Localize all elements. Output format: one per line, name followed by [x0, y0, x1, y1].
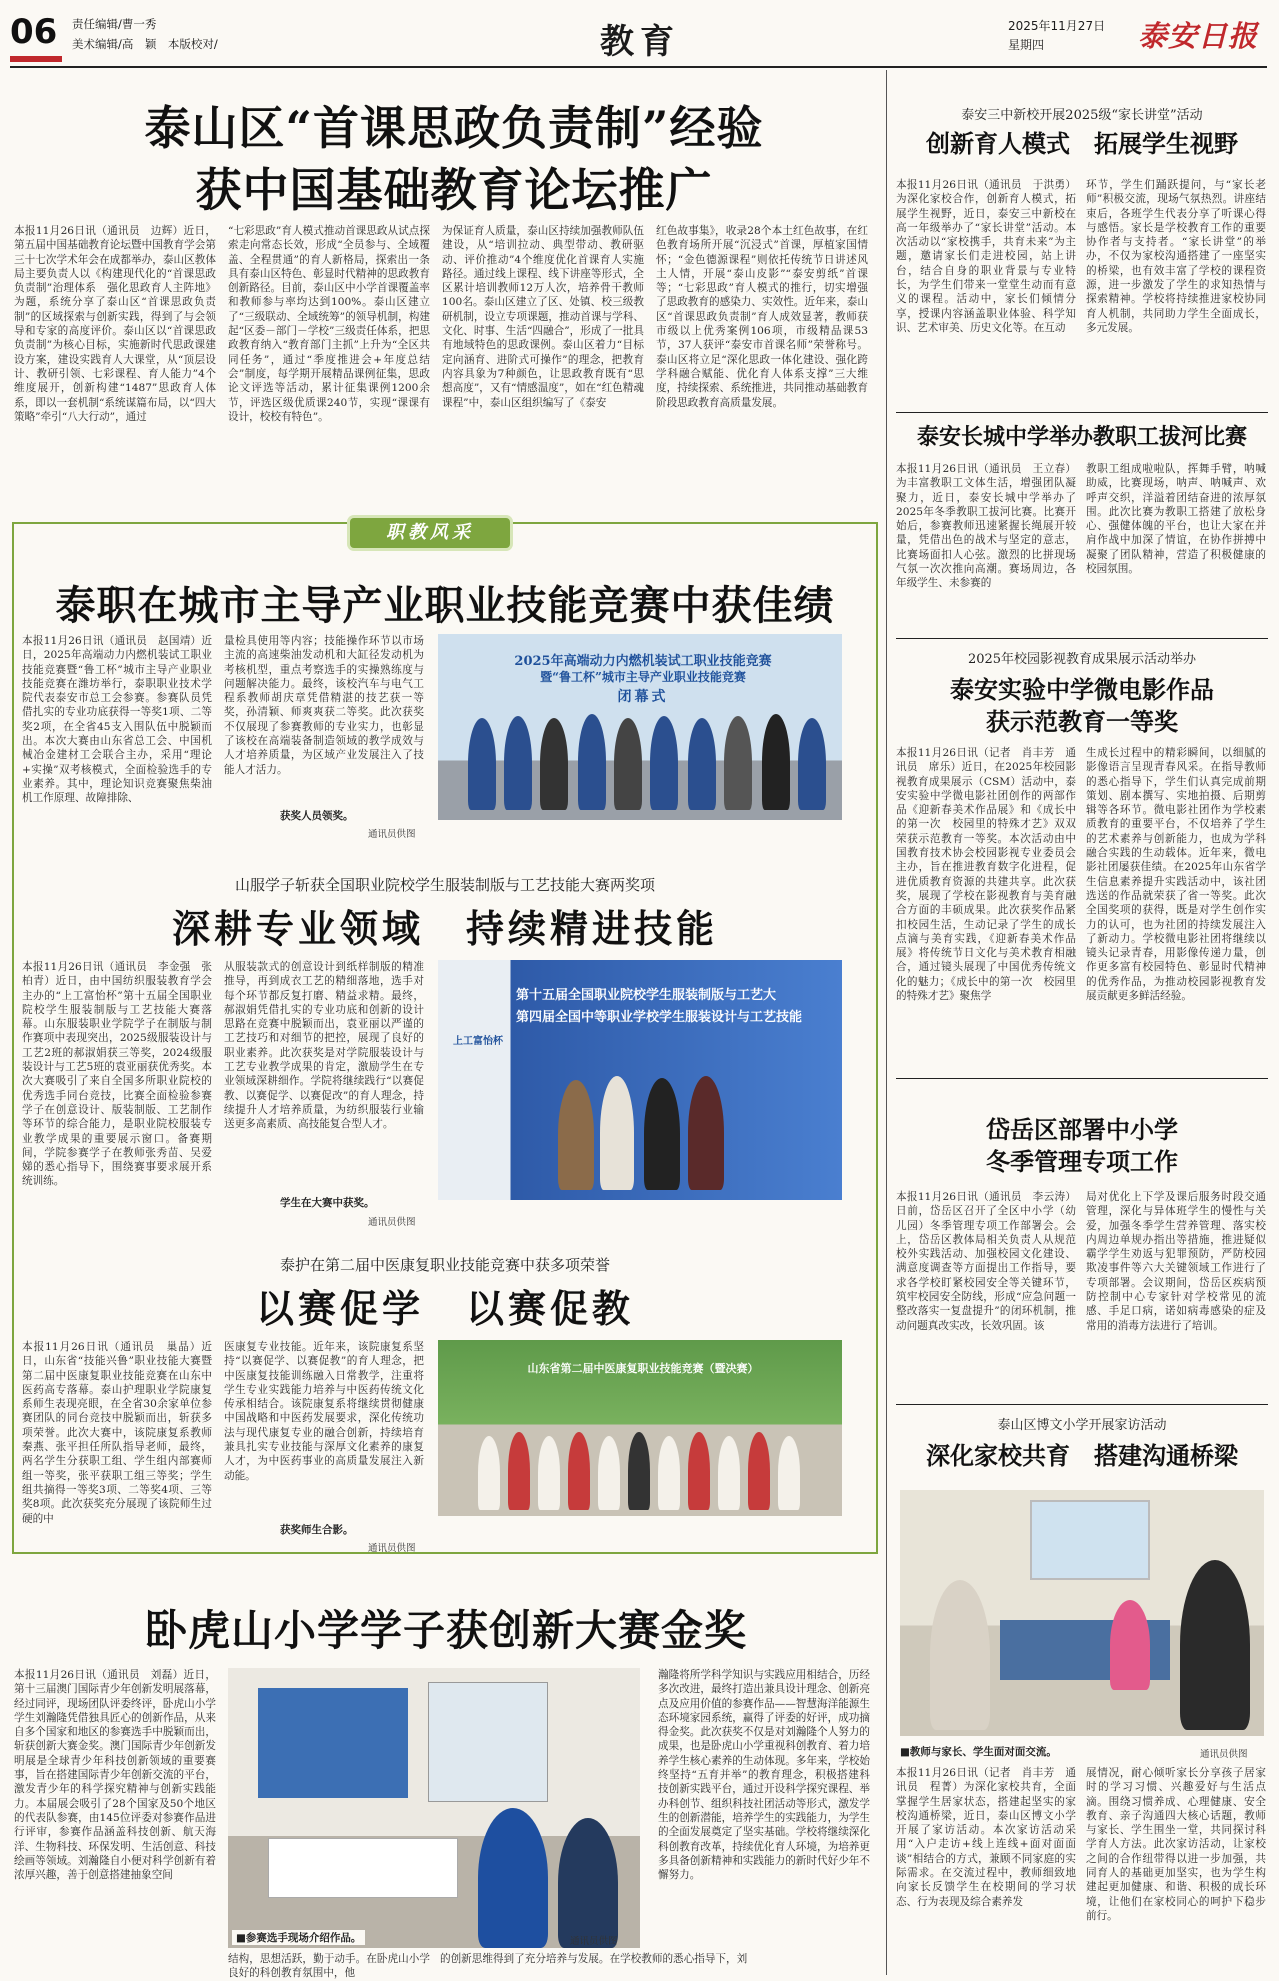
person	[568, 1432, 590, 1510]
home-visit-photo	[900, 1490, 1264, 1736]
student	[478, 1808, 548, 1948]
right-s5-column-1: 本报11月26日讯（记者 肖丰芳 通讯员 程菁）为深化家校共育，全面掌握学生居家状态，搭建起坚实的家校沟通桥梁，近日，泰山区博文小学开展了家访活动。本次家访活动采用“入户走访+线上连线+面对面面谈”相结合的方式，兼顾不同家庭的实际需求。在交流过程中，教师细致地向家长反馈学生在校期间的学习状态、行为表现及综合素养发	[896, 1767, 1076, 1908]
student	[558, 1818, 618, 1948]
invention-display-photo	[228, 1668, 640, 1948]
right-s2-column-1: 本报11月26日讯（通讯员 王立春）为丰富教职工文体生活，增强团队凝聚力，近日，泰安长城中学举办了2025年冬季教职工拔河比赛。比赛开始后，参赛教师迅速紧握长绳展开较量，凭借出色的战术与坚定的意志，比赛场面扣人心弦。激烈的比拼现场气氛一次次推向高潮。赛场周边，各年级学生、未参赛的	[896, 463, 1076, 590]
voc-story3-credit: 通讯员供图	[368, 1543, 416, 1554]
person	[628, 1432, 650, 1510]
parent	[1180, 1560, 1250, 1730]
voc-story2-title: 深耕专业领域 持续精进技能	[171, 906, 718, 951]
newspaper-logo: 泰安日报	[1138, 19, 1259, 53]
right-s3-column-1: 本报11月26日讯（记者 肖丰芳 通讯员 席乐）近日，在2025年校园影视教育成果展示（CSM）活动中，泰安实验中学微电影社团创作的两部作品《迎新春美术作品展》和《成长中的第一次 校园里的特殊才艺》双双荣获示范教育一等奖。本次活动由中国教育技术协会校园影视专业委员会主办，旨在推进教育数字化进程，促进优质教育资源的共建共享。此次获奖，展现了学校在影视教育与美育融合方面的丰硕成果。此次获奖作品紧扣校园生活，生动记录了学生的成长点滴与美育实践，《迎新春美术作品展》将传统节日文化与美术教育相融合，通过镜头展现了中国优秀传统文化的魅力；《成长中的第一次 校园里的特殊才艺》聚焦学	[896, 747, 1076, 1003]
lead-column-1: 本报11月26日讯（通讯员 边辉）近日，第五届中国基础教育论坛暨中国教育学会第三十七次学术年会在成都举办，泰山区教体局主要负责人以《构建现代化的“首课思政负责制”治理体系 强化思政育人主阵地》为题，系统分享了泰山区“首课思政负责制”的区域探索与创新实践，得到了与会领导和专家的高度评价。泰山区以“首课思政负责制”为核心目标，实施新时代思政课建设方案，建设实践育人大课堂，从“顶层设计、教研引领、七彩课程、育人能力”4个维度展开，创新构建“1487”思政育人体系，即以一套机制“系统谋篇布局，以“四大策略”牵引“八大行动”，通过	[14, 225, 216, 423]
right-divider	[896, 1404, 1268, 1405]
right-s5-caption: ■教师与家长、学生面对面交流。	[900, 1746, 1057, 1758]
voc-story3-title: 以赛促学 以赛促教	[255, 1286, 634, 1331]
fashion-contest-photo	[438, 960, 842, 1200]
vocational-banner	[350, 518, 510, 548]
voc-story1-column-2: 量检具使用等内容；技能操作环节以市场主流的高速柴油发动机和大缸径发动机为考核机型，重点考察选手的实操熟练度与问题解决能力。最终，该校汽车与电气工程系教师胡庆章凭借精湛的技艺获一等奖，孙清颖、师爽爽获二等奖。此次获奖不仅展现了参赛教师的专业实力，也彰显了该校在高端装备制造领域的教学成效与人才培养质量，为区域产业发展注入了技能人才活力。	[224, 635, 424, 776]
person	[688, 1432, 710, 1510]
person	[600, 1076, 634, 1190]
person	[504, 716, 532, 810]
person	[644, 1078, 680, 1190]
voc-story2-column-2: 从服装款式的创意设计到纸样制版的精准推导，再到成衣工艺的精细落地，选手对每个环节都反复打磨、精益求精。最终，郝淑娟凭借扎实的专业功底和创新的设计思路在竞赛中脱颖而出，袁亚丽以严谨的工艺技巧和对细节的把控，展现了良好的职业素养。此次获奖是对学院服装设计与工艺专业教学成果的肯定，激励学生在专业领域深耕细作。学院将继续践行“以赛促教、以赛促学、以赛促改”的育人理念，持续提升人才培养质量，为纺织服装行业输送更多高素质、高技能复合型人才。	[224, 961, 424, 1131]
person	[762, 714, 790, 810]
photo-banner-title-2: 第四届全国中等职业学校学生服装设计与工艺技能	[516, 1010, 803, 1025]
vocational-banner-text: 职教风采	[386, 522, 474, 543]
photo-banner-line-3: 闭幕式	[617, 689, 669, 705]
photo-banner-line-2: 暨“鲁工杯”城市主导产业职业技能竞赛	[540, 670, 746, 684]
person	[598, 1436, 620, 1510]
right-s1-title: 创新育人模式 拓展学生视野	[926, 129, 1238, 158]
person	[688, 718, 716, 810]
wohushan-column-1: 本报11月26日讯（通讯员 刘磊）近日，第十三届澳门国际青少年创新发明展落幕，经过同评，现场团队评委终评，卧虎山小学学生刘瀚隆凭借独具匠心的创新作品，从来自多个国家和地区的参赛选手中脱颖而出，斩获创新大赛金奖。澳门国际青少年创新发明展是全球青少年科技创新领域的重要赛事，旨在搭建国际青少年创新交流的平台，激发青少年的科学探究精神与创新实践能力。本届展会吸引了28个国家及50个地区的代表队参赛，由145位评委对参赛作品进行评审，参赛作品涵盖科技创新、航天海洋、生物科技、环保发明、生活创意、科技绘画等领域。刘瀚隆自小便对科学创新有着浓厚兴趣，善于创意搭建抽象空间	[14, 1669, 216, 1882]
wohushan-credit: 通讯员供图	[570, 1936, 618, 1947]
voc-story1-column-1: 本报11月26日讯（通讯员 赵国靖）近日，2025年高端动力内燃机装试工职业技能竞赛暨“鲁工杯”城市主导产业职业技能竞赛在潍坊举行，泰职职业技术学院代表泰安市总工会参赛。参赛队员凭借扎实的专业功底获得一等奖1项、二等奖2项，在全省45支入围队伍中脱颖而出。本次大赛由山东省总工会、中国机械冶金建材工会联合主办，采用“理论+实操”双考核模式，全面检验选手的专业素养。其中，理论知识竞赛聚焦柴油机工作原理、故障排除、	[22, 635, 212, 805]
voc-story1-caption: 获奖人员领奖。	[280, 810, 354, 822]
right-s4-column-1: 本报11月26日讯（通讯员 李云涛）日前，岱岳区召开了全区中小学（幼儿园）冬季管理专项工作部署会。会上，岱岳区教体局相关负责人从规范校外实践活动、加强校园文化建设、满意度调查等方面提出工作指导，要求各学校盯紧校园安全等关键环节，筑牢校园安全防线，形成“应急问题一整改落实一复盘提升”的闭环机制，推动问题真改实改，长效巩固。该	[896, 1191, 1076, 1332]
issue-date: 2025年11月27日	[1008, 19, 1106, 33]
right-s3-title-2: 获示范教育一等奖	[986, 707, 1178, 736]
lead-column-2: “七彩思政”育人模式推动首课思政从试点探索走向常态长效，形成“全员参与、全域覆盖、全程贯通”的育人新格局，探索出一条具有泰山区特色、彰显时代精神的思政教育创新路径。目前，泰山区中小学首课覆盖率和教师参与率均达到100%。泰山区建立了“三级联动、全域统筹”的领导机制，构建起“区委－部门－学校”三级责任体系，把思政教育纳入“教育部门主抓”上升为“全区共同任务”，通过“季度推进会+年度总结会”制度，每学期开展精品课例征集，思政论文评选等活动，累计征集课例1200余节，评选区级优质课240节，实现“课课有设计，校校有特色”。	[228, 225, 430, 423]
right-s1-column-1: 本报11月26日讯（通讯员 于洪勇）为深化家校合作，创新育人模式，拓展学生视野，近日，泰安三中新校在高一年级举办了“家长讲堂”活动。本次活动以“家校携手，共育未来”为主题，邀请家长们走进校园，站上讲台，结合自身的职业背景与专业特长，为学生们带来一堂堂生动而有意义的课程。活动中，家长们倾情分享，授课内容涵盖职业体验、科学知识、艺术审美、历史文化等。在互动	[896, 179, 1076, 334]
student	[1110, 1600, 1150, 1690]
right-s3-column-2: 生成长过程中的精彩瞬间，以细腻的影像语言呈现青春风采。在指导教师的悉心指导下，学生们认真完成前期策划、剧本撰写、实地拍摄、后期剪辑等各环节。微电影社团作为学校素质教育的重要平台，不仅培养了学生的艺术素养与创新能力，也成为学科融合实践的生动载体。近年来，微电影社团屡获佳绩。在2025年山东省学生信息素养提升实践活动中，该社团选送的作品就荣获了省一等奖。此次全国奖项的获得，既是对学生创作实力的认可，也为社团的持续发展注入了新动力。学校微电影社团将继续以镜头记录青春，用影像传递力量，创作更多富有校园特色、彰显时代精神的优秀作品，为推动校园影视教育发展贡献更多鲜活经验。	[1086, 747, 1266, 1003]
right-s3-title-1: 泰安实验中学微电影作品	[950, 675, 1214, 704]
vertical-divider	[886, 70, 887, 1975]
right-s1-column-2: 环节，学生们踊跃提问，与“家长老师”积极交流，现场气氛热烈。讲座结束后，各班学生代表分享了听课心得与感悟。家长是学校教育工作的重要协作者与支持者。“家长讲堂”的举办，不仅为家校沟通搭建了一座坚实的桥梁，也有效丰富了学校的课程资源，进一步激发了学生的求知热情与探索精神。学校将持续推进家校协同育人机制，共同助力学生全面成长，多元发展。	[1086, 179, 1266, 334]
page-color-bar	[10, 56, 62, 62]
right-s3-kicker: 2025年校园影视教育成果展示活动举办	[967, 652, 1197, 667]
poster-board	[258, 1688, 408, 1798]
person	[508, 1432, 530, 1510]
voc-story3-caption: 获奖师生合影。	[280, 1524, 354, 1536]
right-divider	[896, 1078, 1268, 1079]
voc-story3-kicker: 泰护在第二届中医康复职业技能竞赛中获多项荣誉	[279, 1256, 610, 1274]
person	[778, 1436, 800, 1510]
person	[540, 718, 568, 810]
person	[798, 718, 826, 810]
voc-story2-kicker: 山服学子斩获全国职业院校学生服装制版与工艺技能大赛两奖项	[234, 876, 655, 894]
right-s5-title: 深化家校共育 搭建沟通桥梁	[926, 1441, 1238, 1470]
person	[478, 1436, 500, 1510]
person	[578, 714, 606, 810]
voc-story2-column-1: 本报11月26日讯（通讯员 李金强 张柏青）近日，由中国纺织服装教育学会主办的“上工富怡杯”第十五届全国职业院校学生服装制版与工艺技能大赛落幕。山东服装职业学院学子在制版与制作赛项中表现突出，2025级服装设计与工艺2班的郝淑娟获三等奖，2024级服装设计与工艺5班的袁亚丽获优秀奖。本次大赛吸引了来自全国多所职业院校的优秀选手同台竞技，比赛全面检验参赛学子在创意设计、版装制版、工艺制作等环节的综合能力，是职业院校服装专业教学成果的重要展示窗口。备赛期间，学院参赛学子在教师张秀苗、吴爱娣的悉心指导下，围绕赛事要求展开系统训练。	[22, 961, 212, 1188]
right-s5-kicker: 泰山区博文小学开展家访活动	[997, 1418, 1167, 1433]
lead-column-4: 红色故事集》，收录28个本土红色故事，在红色教育场所开展“沉浸式”首课，厚植家国情怀；“金色德源课程”则依托传统节日讲述风土人情，开展“泰山皮影”“泰安剪纸”首课等；“七彩思政”育人模式的推行，切实增强了思政教育的感染力、实效性。近年来，泰山区“首课思政负责制”育人成效显著，教师获市级以上优秀案例106项，市级精品课53节，37人获评“泰安市首课名师”荣誉称号。泰山区将立足“深化思政一体化建设、强化跨学科融合赋能、优化育人体系支撑”三大维度，持续探索、系统推进，共同推动基础教育阶段思政教育高质量发展。	[656, 225, 868, 409]
voc-story2-caption: 学生在大赛中获奖。	[280, 1197, 375, 1209]
person	[468, 718, 496, 810]
person	[688, 1076, 724, 1190]
contest-logo: 上工富怡杯	[453, 1036, 503, 1047]
photo-banner-title-1: 第十五届全国职业院校学生服装制版与工艺大	[516, 988, 777, 1003]
editor-line-1: 责任编辑/曹一秀	[72, 17, 157, 31]
section-title: 教育	[600, 22, 680, 62]
voc-story1-credit: 通讯员供图	[368, 829, 416, 840]
wohushan-title: 卧虎山小学学子获创新大赛金奖	[144, 1606, 747, 1655]
right-s4-title-2: 冬季管理专项工作	[986, 1147, 1178, 1176]
person	[558, 1080, 594, 1190]
wohushan-column-3-bottom: 的创新思维得到了充分培养与发展。在学校教师的悉心指导下，刘	[440, 1953, 748, 1965]
right-s4-title-1: 岱岳区部署中小学	[986, 1115, 1178, 1144]
masthead-rule	[10, 66, 1267, 68]
voc-story3-column-2: 医康复专业技能。近年来，该院康复系坚持“以赛促学、以赛促教”的育人理念，把中医康复技能训练融入日常教学，注重将学生专业实践能力培养与中医药传统文化传承相结合。该院康复系将继续贯彻健康中国战略和中医药发展要求，深化传统功法与现代康复专业的融合创新，持续培育兼具扎实专业技能与深厚文化素养的康复人才，为中医药事业的高质量发展注入新动能。	[224, 1341, 424, 1482]
right-s2-title: 泰安长城中学举办教职工拔河比赛	[916, 424, 1247, 450]
person	[650, 716, 678, 810]
right-s5-credit: 通讯员供图	[1200, 1749, 1248, 1760]
editor-line-2: 美术编辑/高 颖 本版校对/	[72, 37, 218, 51]
person	[538, 1436, 560, 1510]
voc-story2-credit: 通讯员供图	[368, 1217, 416, 1228]
lead-column-3: 为保证育人质量，泰山区持续加强教师队伍建设，从“培训拉动、典型带动、教研驱动、评价推动”4个维度优化首课育人实施路径。通过线上课程、线下讲座等形式，全区累计培训教师12万人次，培养骨干教师100名。泰山区建立了区、处镇、校三级教研机制，设立专项课题，推动首课与学科、文化、时事、生活“四融合”，形成了一批具有地域特色的思政课例。泰山区着力“目标定向涵育、进阶式可操作”的理念，把教育内容具象为7种颜色，让思政教育既有“思想高度”，又有“情感温度”，如在“红色精魂课程”中，泰山区组织编写了《泰安	[442, 225, 644, 409]
voc-story1-title: 泰职在城市主导产业职业技能竞赛中获佳绩	[55, 582, 835, 629]
person	[658, 1436, 680, 1510]
right-s5-column-2: 展情况，耐心倾听家长分享孩子居家时的学习习惯、兴趣爱好与生活点滴。围绕习惯养成、心理健康、安全教育、亲子沟通四大核心话题，教师与家长、学生围坐一堂，共同探讨科学育人方法。此次家访活动，让家校之间的合作纽带得以进一步加强，共同育人的基础更加坚实，也为学生构建起更加健康、和谐、积极的成长环境，让他们在家校同心的呵护下稳步前行。	[1086, 1767, 1266, 1922]
teacher	[930, 1580, 990, 1730]
wohushan-column-3: 瀚隆将所学科学知识与实践应用相结合，历经多次改进，最终打造出兼具设计理念、创新亮点及应用价值的参赛作品——智慧海洋能源生态环境家园系统，赢得了评委的好评，成功摘得金奖。此次获奖不仅是对刘瀚隆个人努力的成果，也是卧虎山小学重视科创教育、着力培养学生核心素养的生动体现。多年来，学校始终坚持“五育并举”的教育理念，积极搭建科技创新实践平台，通过开设科学探究课程、举办科创节、组织科技社团活动等形式，激发学生的创新潜能，培养学生的实践能力，为学生的全面发展奠定了坚实基础。学校将继续深化科创教育改革，持续优化育人环境，为培养更多具备创新精神和实践能力的新时代好少年不懈努力。	[658, 1669, 870, 1882]
window	[1030, 1500, 1150, 1580]
right-divider	[896, 412, 1268, 413]
photo-banner-title: 山东省第二届中医康复职业技能竞赛（暨决赛）	[527, 1362, 759, 1375]
issue-weekday: 星期四	[1008, 38, 1045, 52]
wohushan-column-2-bottom: 结构，思想活跃，勤于动手。在卧虎山小学良好的科创教育氛围中，他	[228, 1953, 430, 1980]
person	[614, 718, 642, 810]
person	[718, 1436, 740, 1510]
voc-story3-column-1: 本报11月26日讯（通讯员 巢晶）近日，山东省“技能兴鲁”职业技能大赛暨第二届中医康复职业技能竞赛在山东中医药高专落幕。泰山护理职业学院康复系师生表现亮眼，在全省30余家单位参赛团队的同台竞技中脱颖而出，斩获多项荣誉。此次大赛中，该院康复系教师秦燕、张平担任所队指导老师，最终，两名学生分获职工组、学生组内部赛师组一等奖，张平获职工组三等奖；学生组共摘得一等奖3项、二等奖4项、三等奖8项。此次获奖充分展现了该院师生过硬的中	[22, 1341, 212, 1525]
page-number: 06	[10, 12, 58, 52]
right-s4-column-2: 局对优化上下学及课后服务时段交通管理，深化与异体班学生的慢性与关爱，加强冬季学生营养管理、落实校内周边单规办指出等措施，推进疑似霸学学生劝返与犯罪预防，严防校园欺凌事件等六大关键领域工作进行了专项部署。会议期间，岱岳区疾病预防控制中心专家针对学校常见的流感、手足口病，诺如病毒感染的症及常用的消毒方法进行了培训。	[1086, 1191, 1266, 1332]
rehab-contest-photo	[438, 1340, 842, 1516]
lead-title-line-2: 获中国基础教育论坛推广	[195, 163, 713, 217]
photo-banner-line-1: 2025年高端动力内燃机装试工职业技能竞赛	[514, 654, 772, 669]
person	[724, 716, 752, 810]
right-divider	[896, 638, 1268, 639]
award-ceremony-photo	[438, 634, 842, 820]
lead-title-line-1: 泰山区“首课思政负责制”经验	[144, 101, 764, 155]
poster-board	[428, 1682, 548, 1802]
right-s1-kicker: 泰安三中新校开展2025级“家长讲堂”活动	[961, 108, 1203, 123]
display-table	[268, 1838, 458, 1898]
right-s2-column-2: 教职工组成啦啦队，挥舞手臂，呐喊助威，比赛现场，呐声、呐喊声、欢呼声交织，洋溢着团结奋进的浓厚氛围。此次比赛为教职工搭建了放松身心、强健体魄的平台，也让大家在并肩作战中加深了情谊，在协作拼搏中凝聚了团队精神，营造了积极健康的校园氛围。	[1086, 463, 1266, 576]
wohushan-caption: ■参赛选手现场介绍作品。	[232, 1930, 365, 1945]
person	[748, 1432, 770, 1510]
